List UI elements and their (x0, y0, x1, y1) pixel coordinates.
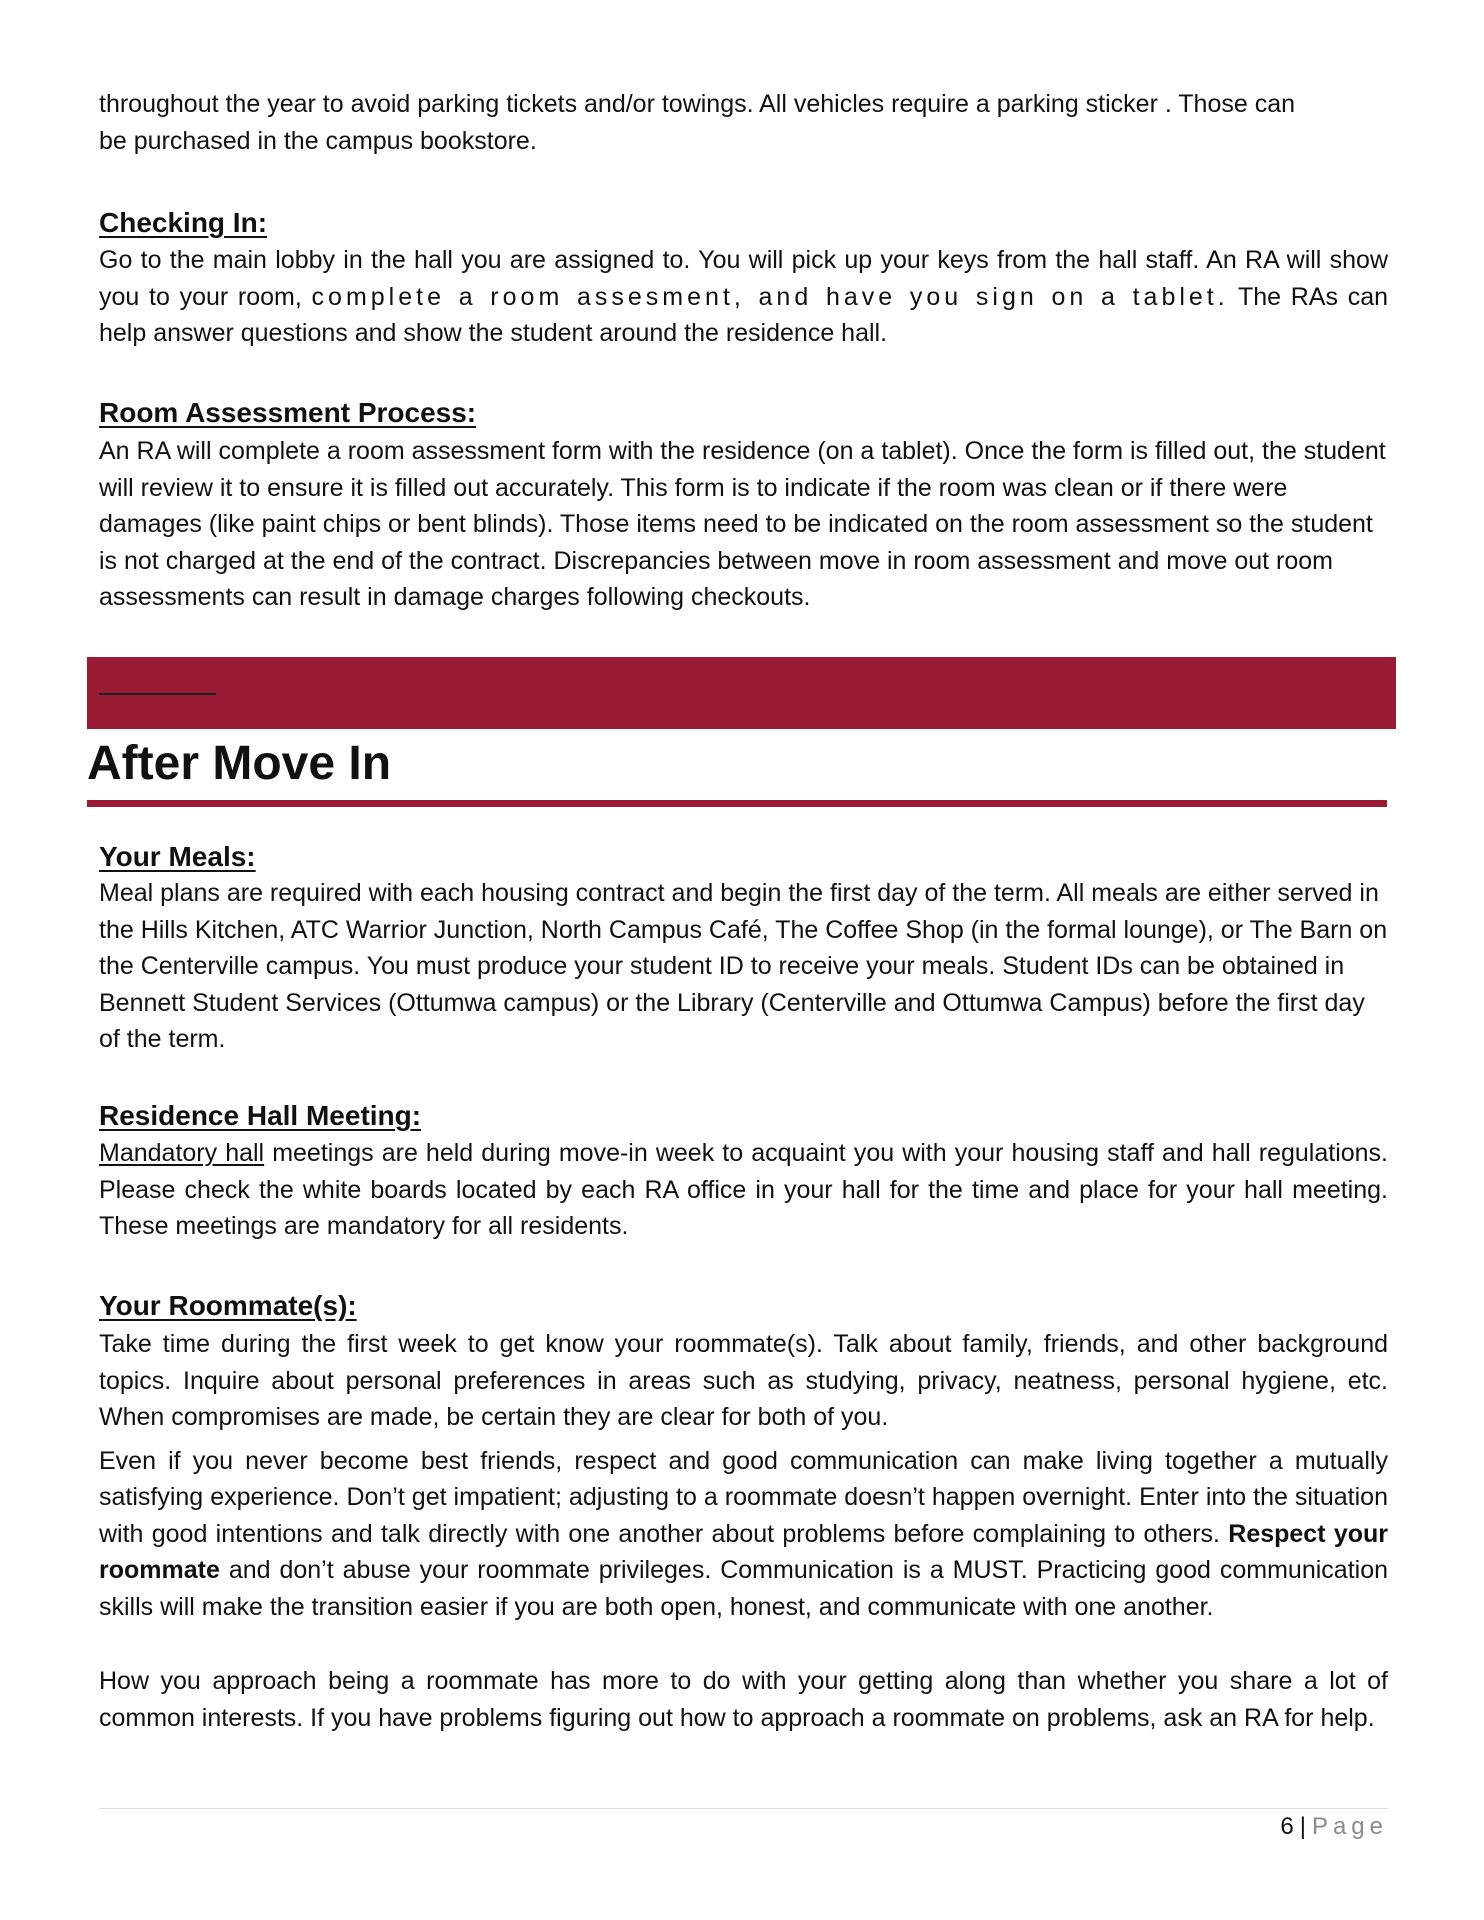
page-footer (1280, 1811, 1388, 1843)
room-assessment-body: An RA will complete a room assessment form with the residence (on a tablet). Once the form is filled out, the student will review it to ensure it is filled out accurately. This form is to indicate if the room was clean or if there were damages (like paint chips or bent blinds). Those items need to be indicated on the room assessment so the student is not charged at the end of the contract. Discrepancies between move in room assessment and move out room assessments can result in damage charges following checkouts. (99, 437, 1386, 611)
room-assessment-heading: Room Assessment Process: (99, 397, 477, 428)
checking-in-heading: Checking In: (99, 207, 268, 238)
hall-meeting-lead: Mandatory hall (99, 1139, 265, 1167)
checking-in-body (99, 242, 1388, 352)
intro-line-2: be purchased in the campus bookstore. (99, 126, 537, 155)
roommates-section (99, 1287, 1388, 1736)
checking-in-text-b: The RAs can help answer questions and show the student around the residence hall. (99, 282, 1388, 347)
meals-body: Meal plans are required with each housing contract and begin the first day of the term. All meals are either served in the Hills Kitchen, ATC Warrior Junction, North Campus Café, The Coffee Shop (in the formal lounge), or The Barn on the Centerville campus. You must produce your student ID to receive your meals. Student IDs can be obtained in Bennett Student Services (Ottumwa campus) or the Library (Centerville and Ottumwa Campus) before the first day of the term. (99, 879, 1388, 1053)
checking-in-section (99, 204, 1388, 352)
respect-roommate-emphasis: Respect your roommate (99, 1519, 1389, 1584)
section-title: After Move In (87, 737, 392, 790)
roommates-paragraph-2-text-a: Even if you never become best friends, respect and good communication can make living together a mutually satisfying experience. Don’t get impatient; adjusting to a roommate doesn’t happen overnight. Enter into the situation with good intentions and talk directly with one another about problems before complaining to others. (99, 1446, 1388, 1548)
roommates-paragraph-3: How you approach being a roommate has more to do with your getting along than whether you share a lot of common interests. If you have problems figuring out how to approach a roommate on problems, ask an RA for help. (99, 1667, 1388, 1732)
checking-in-text-a: Go to the main lobby in the hall you are assigned to. You will pick up your keys from the hall staff. An RA will show you to your room, (99, 246, 1388, 311)
footer-separator: | (1299, 1813, 1306, 1840)
hall-meeting-section (99, 1097, 1388, 1245)
roommates-heading: Your Roommate(s): (99, 1290, 357, 1321)
room-assessment-section (99, 394, 1388, 616)
title-rule (87, 800, 1387, 807)
roommates-paragraph-1: Take time during the first week to get know your roommate(s). Talk about family, friends, and other background topics. Inquire about personal preferences in areas such as studying, privacy, neatness, personal hygiene, etc. When compromises are made, be certain they are clear for both of you. (99, 1330, 1388, 1431)
hall-meeting-heading: Residence Hall Meeting: (99, 1100, 422, 1131)
section-banner (87, 657, 1396, 729)
checking-in-text-spaced: complete a room assesment, and have you sign on a tablet. (311, 282, 1229, 311)
page-label: Page (1311, 1813, 1388, 1840)
meals-heading: Your Meals: (99, 841, 256, 872)
hall-meeting-body (99, 1135, 1388, 1245)
intro-line-1: throughout the year to avoid parking tickets and/or towings. All vehicles require a parking sticker . Those can (99, 90, 1296, 118)
meals-section (99, 838, 1388, 1058)
banner-mark (99, 693, 216, 695)
hall-meeting-text: meetings are held during move-in week to acquaint you with your housing staff and hall regulations. Please check the white boards located by each RA office in your hall for the time and place for your hall meeting. These meetings are mandatory for all residents. (99, 1139, 1389, 1240)
page-number: 6 (1280, 1813, 1294, 1840)
roommates-paragraph-2-text-b: and don’t abuse your roommate privileges. Communication is a MUST. Practicing good communication skills will make the transition easier if you are both open, honest, and communicate with one another. (99, 1556, 1388, 1621)
roommates-paragraph-2 (99, 1443, 1388, 1626)
footer-rule (99, 1808, 1388, 1809)
intro-paragraph (99, 86, 1388, 159)
